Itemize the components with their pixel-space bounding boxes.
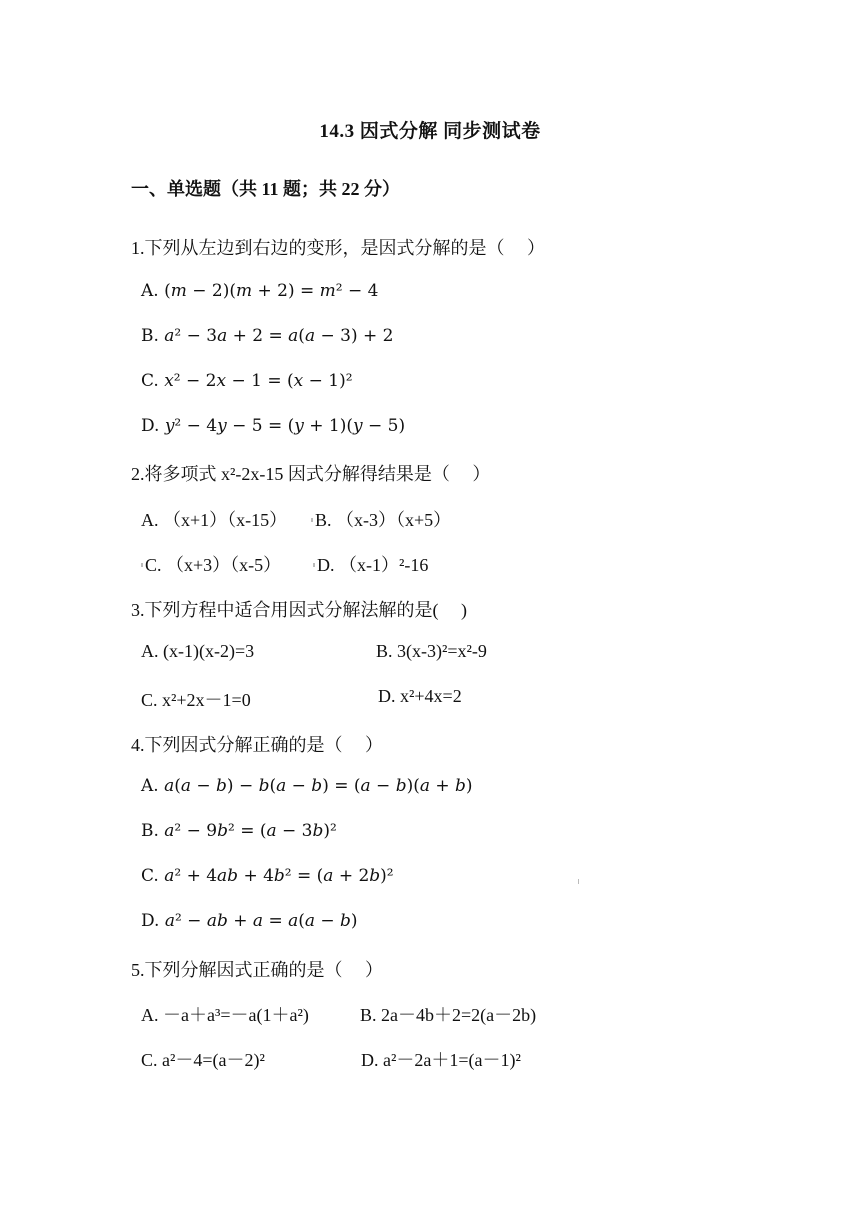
stray-mark: [578, 879, 579, 884]
question-3-option-a: A. (x-1)(x-2)=3: [141, 641, 255, 661]
question-2-option-a: A. （x+1）（x-15）: [141, 510, 288, 530]
question-4-option-b: B. 𝑎² − 9𝑏² = (𝑎 − 3𝑏)²: [141, 821, 337, 841]
question-5-stem: 5.下列分解因式正确的是（ ）: [131, 960, 383, 980]
stray-mark: [311, 518, 313, 522]
question-3-option-c: C. x²+2x－1=0: [141, 690, 251, 710]
question-4-option-d: D. 𝑎² − 𝑎𝑏 + 𝑎 = 𝑎(𝑎 − 𝑏): [141, 911, 358, 931]
question-1-stem: 1.下列从左边到右边的变形，是因式分解的是（ ）: [131, 238, 545, 258]
question-2-option-c: C. （x+3）（x-5）: [145, 555, 282, 575]
question-1-option-b: B. 𝑎² − 3𝑎 + 2 = 𝑎(𝑎 − 3) + 2: [141, 326, 394, 346]
stray-mark: [313, 563, 315, 567]
question-5-option-b: B. 2a－4b＋2=2(a－2b): [360, 1005, 537, 1025]
question-3-option-b: B. 3(x-3)²=x²-9: [376, 641, 487, 661]
question-3-stem: 3.下列方程中适合用因式分解法解的是( ): [131, 600, 467, 620]
question-2-option-d: D. （x-1）²-16: [317, 555, 429, 575]
question-2-stem: 2.将多项式 x²-2x-15 因式分解得结果是（ ）: [131, 464, 491, 484]
question-4-option-a: A. 𝑎(𝑎 − 𝑏) − 𝑏(𝑎 − 𝑏) = (𝑎 − 𝑏)(𝑎 + 𝑏): [141, 776, 473, 796]
question-5-option-c: C. a²－4=(a－2)²: [141, 1050, 265, 1070]
question-4-stem: 4.下列因式分解正确的是（ ）: [131, 735, 383, 755]
question-5-option-a: A. －a＋a³=－a(1＋a²): [141, 1005, 309, 1025]
question-3-option-d: D. x²+4x=2: [378, 686, 462, 706]
section-heading: 一、单选题（共 11 题；共 22 分）: [131, 179, 401, 199]
question-1-option-c: C. 𝑥² − 2𝑥 − 1 = (𝑥 − 1)²: [141, 371, 353, 391]
stray-mark: [141, 563, 143, 567]
question-4-option-c: C. 𝑎² + 4𝑎𝑏 + 4𝑏² = (𝑎 + 2𝑏)²: [141, 866, 394, 886]
question-5-option-d: D. a²－2a＋1=(a－1)²: [361, 1050, 521, 1070]
question-1-option-a: A. (𝑚 − 2)(𝑚 + 2) = 𝑚² − 4: [141, 281, 379, 301]
paper-title: 14.3 因式分解 同步测试卷: [319, 121, 541, 142]
question-1-option-d: D. 𝑦² − 4𝑦 − 5 = (𝑦 + 1)(𝑦 − 5): [141, 416, 406, 436]
question-2-option-b: B. （x-3）（x+5）: [315, 510, 452, 530]
